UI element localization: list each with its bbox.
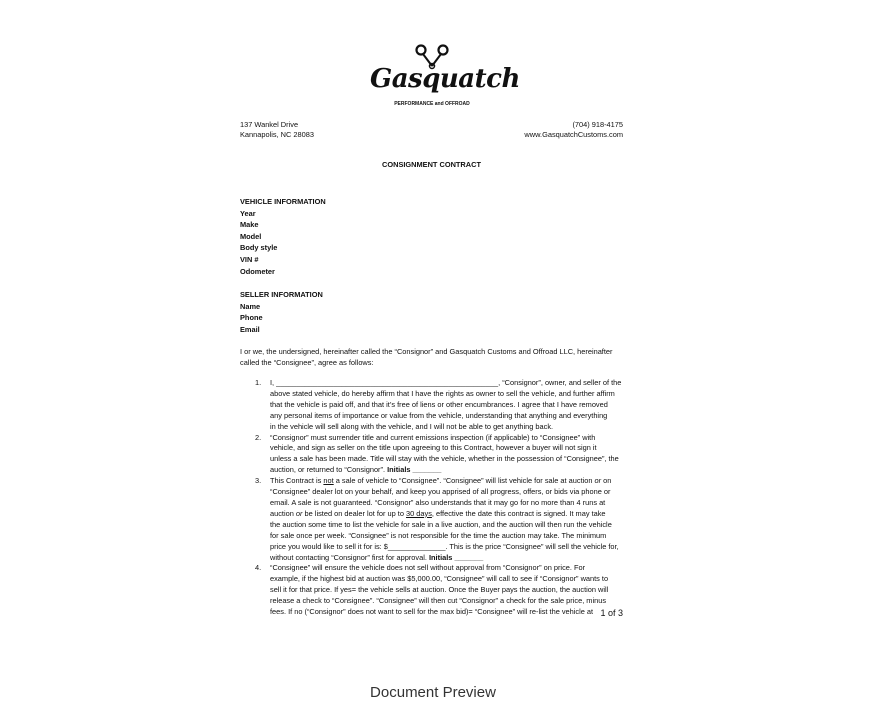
company-logo xyxy=(370,44,520,114)
text-segment: fees. If no (“Consignor” does not want to sell for the max bid)= “Consignee” will re-list the vehicle at xyxy=(270,607,594,617)
text-segment: unless a sale has been made. Title will stay with the vehicle, whether in the possession of “Consignee”, the xyxy=(270,454,619,464)
text-segment: , effective the date this contract is signed. It may take xyxy=(431,508,606,518)
list-number: 2. xyxy=(255,432,262,442)
list-item-line xyxy=(270,596,621,607)
list-item-line xyxy=(270,563,621,574)
text-segment: auction, or returned to “Consignor”. xyxy=(270,465,388,475)
list-item-line xyxy=(270,607,621,618)
list-item-line xyxy=(270,400,621,411)
company-address xyxy=(240,120,314,140)
list-number: 3. xyxy=(255,476,262,486)
text-segment: for sale once per week. “Consignee” is not responsible for the time the auction may take. The minimum xyxy=(270,530,607,540)
list-item-line xyxy=(270,411,621,422)
field-label: Body style xyxy=(240,243,278,253)
field-label: Name xyxy=(240,301,261,311)
phone-number: (704) 918-4175 xyxy=(572,120,623,129)
list-item-line xyxy=(270,476,621,487)
list-item-line xyxy=(270,378,621,389)
list-number: 1. xyxy=(255,378,262,387)
page-indicator: 1 of 3 xyxy=(600,608,623,618)
text-segment: a sale of vehicle to “Consignee”. “Consignee” will list vehicle for sale at auction xyxy=(333,476,595,486)
list-item-line xyxy=(270,542,621,553)
text-segment: be listed on dealer lot for up to xyxy=(302,508,407,518)
list-item-line xyxy=(270,553,621,564)
text-segment: price you would like to sell it for is: $______________. This is the price “Consignee” will sell the vehicle for, xyxy=(270,541,619,551)
section-heading: VEHICLE INFORMATION xyxy=(240,197,326,206)
text-segment: on xyxy=(601,476,612,486)
list-item xyxy=(255,433,621,477)
list-item xyxy=(255,378,621,433)
intro-paragraph xyxy=(240,347,630,368)
list-item xyxy=(255,476,621,563)
paragraph-line: called the “Consignee”, agree as follows: xyxy=(240,357,374,367)
text-segment: “Consignee” dealer lot on your behalf, and keep you apprised of all progress, offers, or bids via phone or xyxy=(270,487,611,497)
seller-information-section xyxy=(240,289,323,335)
list-number: 4. xyxy=(255,563,262,573)
text-segment: in the vehicle will sell along with the vehicle, and I will not be able to get anything back. xyxy=(270,421,554,431)
field-label: Odometer xyxy=(240,266,275,276)
list-item-line xyxy=(270,465,621,476)
text-segment: auction xyxy=(270,508,296,518)
text-segment: “Consignor” must surrender title and current emissions inspection (if applicable) to “Consignee” with xyxy=(270,432,596,442)
text-segment: without contacting “Consignor” first for approval. xyxy=(270,552,429,562)
field-label: Phone xyxy=(240,313,263,323)
text-segment: example, if the highest bid at auction was $5,000.00, “Consignee” will call to see if “Consignor” wants to xyxy=(270,574,609,584)
terms-list xyxy=(255,378,621,618)
section-heading: SELLER INFORMATION xyxy=(240,290,323,299)
field-label: VIN # xyxy=(240,254,259,264)
list-item-line xyxy=(270,454,621,465)
list-item-line xyxy=(270,443,621,454)
website: www.GasquatchCustoms.com xyxy=(524,130,623,139)
field-label: Make xyxy=(240,220,259,230)
initials-field: Initials _______ xyxy=(428,552,484,562)
list-item-line xyxy=(270,433,621,444)
vehicle-information-section xyxy=(240,196,326,277)
paragraph-line: I or we, the undersigned, hereinafter called the “Consignor” and Gasquatch Customs and Offroad LLC, hereinafter xyxy=(240,347,613,356)
list-item xyxy=(255,563,621,618)
field-label: Model xyxy=(240,231,262,241)
list-item-line xyxy=(270,520,621,531)
text-segment: email. A sale is not guaranteed. “Consignor” also understands that it may go for no more than 4 runs at xyxy=(270,497,606,507)
text-segment: or xyxy=(594,476,602,486)
list-item-line xyxy=(270,574,621,585)
document-title: CONSIGNMENT CONTRACT xyxy=(382,160,481,169)
company-contact xyxy=(524,120,623,140)
text-segment: I, ______________________________________________________, “Consignor”, owner, and seller of the xyxy=(270,378,622,387)
field-label: Year xyxy=(240,208,256,218)
address-line: 137 Wankel Drive xyxy=(240,120,299,129)
text-segment: This Contract is xyxy=(270,476,324,486)
list-item-line xyxy=(270,389,621,400)
text-segment: above stated vehicle, do hereby affirm that I have the rights as owner to sell the vehicle, and further affirm xyxy=(270,388,615,398)
text-segment: any personal items of importance or value from the vehicle, understanding that anything and everything xyxy=(270,410,608,420)
initials-field: Initials _______ xyxy=(387,465,442,475)
list-item-line xyxy=(270,509,621,520)
text-segment: vehicle, and sign as seller on the title upon agreeing to this Contract, however a buyer will not sign it xyxy=(270,443,597,453)
text-segment: 30 days xyxy=(406,508,432,518)
list-item-line xyxy=(270,531,621,542)
document-preview-caption: Document Preview xyxy=(370,684,496,701)
text-segment: that the vehicle is paid off, and that it’s free of liens or other encumbrances. I agree that I have removed xyxy=(270,399,608,409)
text-segment: “Consignee” will ensure the vehicle does not sell without approval from “Consignor” on price. For xyxy=(270,563,586,573)
logo-tagline: PERFORMANCE and OFFROAD xyxy=(394,101,470,107)
address-line: Kannapolis, NC 28083 xyxy=(240,130,314,139)
list-item-line xyxy=(270,585,621,596)
text-segment: or xyxy=(295,508,303,518)
text-segment: sell it for that price. If yes= the vehicle sells at auction. Once the Buyer pays the auction, the auction will xyxy=(270,585,609,595)
text-segment: release a check to “Consignee”. “Consignee” will then cut “Consignor” a check for the sale price, minus xyxy=(270,596,607,606)
list-item-line xyxy=(270,422,621,433)
list-item-line xyxy=(270,487,621,498)
text-segment: the auction some time to list the vehicle for sale in a live auction, and the auction will then run the vehicle xyxy=(270,519,612,529)
text-segment: not xyxy=(323,476,334,486)
field-label: Email xyxy=(240,324,260,334)
logo-brand: Gasquatch xyxy=(370,64,520,94)
list-item-line xyxy=(270,498,621,509)
